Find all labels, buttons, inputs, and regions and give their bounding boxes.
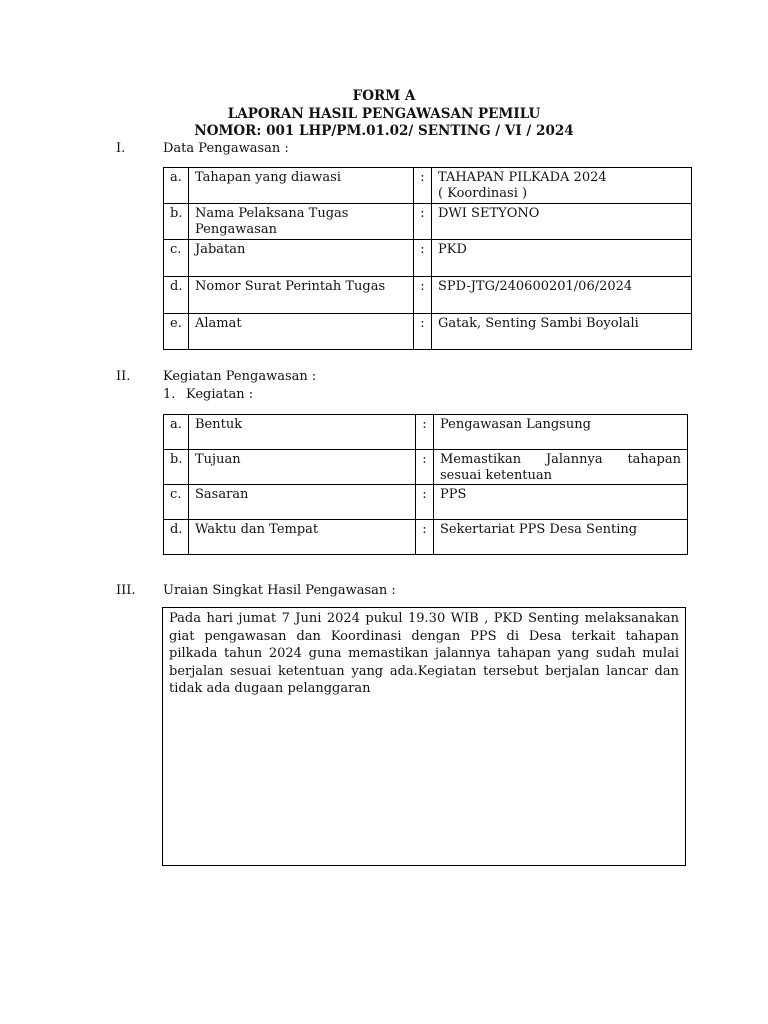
row-key: e.	[164, 314, 189, 350]
table-row	[164, 314, 692, 350]
table-row	[164, 415, 688, 450]
row-key: b.	[164, 450, 189, 485]
row-label: Sasaran	[189, 485, 416, 520]
report-number: NOMOR: 001 LHP/PM.01.02/ SENTING / VI / 2024	[194, 123, 574, 139]
row-value	[432, 168, 692, 204]
row-colon: :	[414, 314, 432, 350]
uraian-box	[162, 607, 686, 866]
row-value: Gatak, Senting Sambi Boyolali	[432, 314, 692, 350]
subsection-title: Kegiatan :	[186, 387, 254, 402]
row-label: Tujuan	[189, 450, 416, 485]
row-colon: :	[414, 204, 432, 240]
row-key: a.	[164, 168, 189, 204]
section-1-number: I.	[116, 141, 126, 156]
row-value: Memastikan Jalannya tahapan sesuai ketentuan	[434, 450, 688, 485]
section-1-title: Data Pengawasan :	[163, 141, 289, 156]
row-label: Jabatan	[189, 240, 414, 277]
uraian-text: Pada hari jumat 7 Juni 2024 pukul 19.30 WIB , PKD Senting melaksanakan giat pengawasan dan Koordinasi dengan PPS di Desa terkait tahapan pilkada tahun 2024 guna memastikan jalannya tahapan yang sudah mulai berjalan sesuai ketentuan yang ada.Kegiatan tersebut berjalan lancar dan tidak ada dugaan pelanggaran	[169, 611, 679, 696]
row-key: d.	[164, 520, 189, 555]
table-row	[164, 168, 692, 204]
row-label: Bentuk	[189, 415, 416, 450]
row-key: b.	[164, 204, 189, 240]
table-row	[164, 204, 692, 240]
table-row	[164, 485, 688, 520]
section-3-number: III.	[116, 583, 136, 598]
table-row	[164, 240, 692, 277]
row-colon: :	[416, 415, 434, 450]
kegiatan-table	[163, 414, 688, 555]
row-colon: :	[414, 277, 432, 314]
row-colon: :	[416, 520, 434, 555]
table-row	[164, 520, 688, 555]
row-label: Alamat	[189, 314, 414, 350]
row-key: d.	[164, 277, 189, 314]
section-2-title: Kegiatan Pengawasan :	[163, 369, 317, 384]
row-key: c.	[164, 485, 189, 520]
row-key: c.	[164, 240, 189, 277]
form-title: FORM A	[352, 88, 416, 104]
section-2-number: II.	[116, 369, 131, 384]
row-value: Pengawasan Langsung	[434, 415, 688, 450]
row-colon: :	[416, 450, 434, 485]
row-value: DWI SETYONO	[432, 204, 692, 240]
data-pengawasan-table	[163, 167, 692, 350]
row-label: Nomor Surat Perintah Tugas	[189, 277, 414, 314]
table-row	[164, 450, 688, 485]
row-colon: :	[416, 485, 434, 520]
row-value: PPS	[434, 485, 688, 520]
row-value: SPD-JTG/240600201/06/2024	[432, 277, 692, 314]
row-label: Waktu dan Tempat	[189, 520, 416, 555]
row-label: Tahapan yang diawasi	[189, 168, 414, 204]
row-value: PKD	[432, 240, 692, 277]
row-value-line: TAHAPAN PILKADA 2024	[438, 170, 607, 185]
row-value-line-2: ( Koordinasi )	[438, 186, 528, 201]
row-colon: :	[414, 240, 432, 277]
row-label: Nama Pelaksana Tugas Pengawasan	[189, 204, 414, 240]
section-3-title: Uraian Singkat Hasil Pengawasan :	[163, 583, 396, 598]
row-colon: :	[414, 168, 432, 204]
table-row	[164, 277, 692, 314]
report-title: LAPORAN HASIL PENGAWASAN PEMILU	[227, 106, 541, 122]
subsection-number: 1.	[163, 387, 176, 402]
row-key: a.	[164, 415, 189, 450]
row-value: Sekertariat PPS Desa Senting	[434, 520, 688, 555]
